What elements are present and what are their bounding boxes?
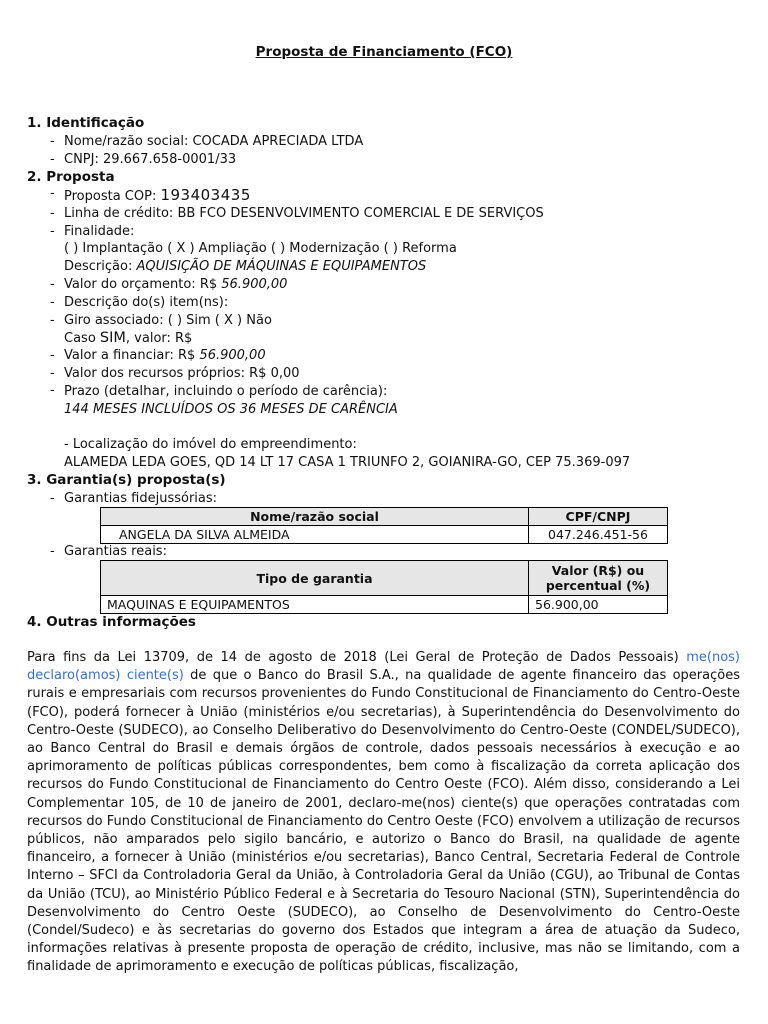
descricao-label: Descrição: xyxy=(64,259,137,274)
section-1-heading: 1. Identificação xyxy=(27,115,145,131)
localizacao-value: ALAMEDA LEDA GOES, QD 14 LT 17 CASA 1 TRIUNFO 2, GOIANIRA-GO, CEP 75.369-097 xyxy=(64,455,631,470)
localizacao-label: - Localização do imóvel do empreendimento: xyxy=(64,437,357,452)
prazo-pre: Prazo ( xyxy=(64,384,109,399)
section-4-heading: 4. Outras informações xyxy=(27,614,196,630)
table-header: Valor (R$) ou percentual (%) xyxy=(529,561,668,596)
table-header-row xyxy=(101,508,668,526)
cnpj-text: CNPJ: 29.667.658-0001/33 xyxy=(64,152,237,167)
caso-sim-line xyxy=(64,330,192,346)
prazo-value: 144 MESES INCLUÍDOS OS 36 MESES DE CARÊNCIA xyxy=(64,402,398,417)
nome-text: Nome/razão social: COCADA APRECIADA LTDA xyxy=(64,134,364,149)
itens-text: Descrição do(s) item(ns): xyxy=(64,295,229,310)
orcamento-value: 56.900,00 xyxy=(221,277,288,292)
reais-text: Garantias reais: xyxy=(64,544,167,559)
reais-table xyxy=(100,560,668,614)
orcamento-label: Valor do orçamento: R$ xyxy=(64,277,222,292)
table-row xyxy=(101,596,668,614)
proprios-text: Valor dos recursos próprios: R$ 0,00 xyxy=(64,366,300,381)
table-header-row xyxy=(101,561,668,596)
table-cell: 56.900,00 xyxy=(529,596,668,614)
prazo-post: , incluindo o período de carência): xyxy=(165,384,388,399)
fidejussorias-text: Garantias fidejussórias: xyxy=(64,491,218,506)
descricao-value: AQUISIÇÃO DE MÁQUINAS E EQUIPAMENTOS xyxy=(136,259,427,274)
cop-value: 193403435 xyxy=(160,186,251,204)
financiar-label: Valor a financiar: R$ xyxy=(64,348,200,363)
financiar-value: 56.900,00 xyxy=(199,348,266,363)
document-title: Proposta de Financiamento (FCO) xyxy=(255,44,513,60)
lgpd-paragraph xyxy=(27,649,740,977)
table-row xyxy=(101,526,668,544)
paragraph-highlight: me(nos) declaro(amos) ciente(s) xyxy=(27,650,740,684)
table-cell: 047.246.451-56 xyxy=(529,526,668,544)
document-page: Proposta de Financiamento (FCO) 1. Identificação - Nome/razão social: COCADA APRECIADA LTDA - CNPJ: 29.667.658-0001/33 2. Proposta - Proposta COP: 193403435 - Linha de crédito: BB FCO DESENVOLVIMENTO COMERCIAL E DE SERVIÇOS - Finalidade: ( ) Implantação ( X ) Ampliação ( ) Modernização ( ) Reforma Descrição: AQUISIÇÃO DE MÁQUINAS E EQUIPAMENTOS - Valor do orçamento: R$ 56.900,00 - Descrição do(s) item(ns): - Giro associado: ( ) Sim ( X ) Não Caso SIM, valor: R$ - Valor a financiar: R$ 56.900,00 - Valor dos recursos próprios: R$ 0,00 - Prazo (detalhar, incluindo o período de carência): 144 MESES INCLUÍDOS OS 36 MESES DE CARÊNCIA - Localização do imóvel do empreendimento: ALAMEDA LEDA GOES, QD 14 LT 17 CASA 1 TRIUNFO 2, GOIANIRA-GO, CEP 75.369-097 3. Garantia(s) proposta(s) - Garantias fidejussórias: Nome/razão social CPF/CNPJ ANGELA DA SILVA ALMEIDA 047.246.451-56 - Garantias reais: Tipo de garantia Valor (R$) ou percentual (%) MAQUINAS E EQUIPAMENTOS 56.900,00 4. Outras informações Para fins da Lei 13709, de 14 de agosto de 2018 (Lei Geral de Proteção de Dados Pessoais) me(nos) declaro(amos) ciente(s) de que o Banco do Brasil S.A., na qualidade de agente financeiro das operações rurais e empresariais com recursos provenientes do Fundo Constitucional de Financiamento do Centro-Oeste (FCO), poderá fornecer à União (ministérios e/ou secretarias), à Superintendência do Desenvolvimento do Centro-Oeste (SUDECO), ao Conselho Deliberativo do Desenvolvimento do Centro-Oeste (CONDEL/SUDECO), ao Banco Central do Brasil e demais órgãos de controle, dados pessoais necessários à execução e ao aprimoramento de políticas públicas correspondentes, bem como à fiscalização da correta aplicação dos recursos do Fundo Constitucional de Financiamento do Centro Oeste (FCO). Além disso, considerando a Lei Complementar 105, de 10 de janeiro de 2001, declaro-me(nos) ciente(s) que operações contratadas com recursos do Fundo Constitucional de Financiamento do Centro Oeste (FCO) envolvem a utilização de recursos públicos, não amparados pelo sigilo bancário, e autorizo o Banco do Brasil, na qualidade de agente financeiro, a fornecer à União (ministérios e/ou secretarias), Banco Central, Secretaria Federal de Controle Interno – SFCI da Controladoria Geral da União, à Controladoria Geral da União (CGU), ao Tribunal de Contas da União (TCU), ao Ministério Público Federal e à Secretaria do Tesouro Nacional (STN), Superintendência do Desenvolvimento do Centro Oeste (SUDECO), ao Conselho de Desenvolvimento do Centro-Oeste (Condel/Sudeco) e às secretarias do governo dos Estados que integram a área de atuação da Sudeco, informações relativas à presente proposta de operação de crédito, inclusive, mas não se limitando, com a finalidade de aprimoramento e execução de políticas públicas, fiscalização, xyxy=(0,0,768,1024)
linha-text: Linha de crédito: BB FCO DESENVOLVIMENTO COMERCIAL E DE SERVIÇOS xyxy=(64,206,544,221)
paragraph-start: Para fins da Lei 13709, de 14 de agosto de 2018 (Lei Geral de Proteção de Dados Pessoais) xyxy=(27,650,687,665)
prazo-bold: detalhar xyxy=(108,383,166,399)
finalidade-options: ( ) Implantação ( X ) Ampliação ( ) Modernização ( ) Reforma xyxy=(64,241,457,256)
caso-sim: SIM xyxy=(99,330,126,346)
fidejussorias-table xyxy=(100,507,668,544)
table-header: Nome/razão social xyxy=(101,508,529,526)
section-3-heading: 3. Garantia(s) proposta(s) xyxy=(27,472,226,488)
descricao-line xyxy=(64,259,426,274)
finalidade-text: Finalidade: xyxy=(64,224,135,239)
table-header: CPF/CNPJ xyxy=(529,508,668,526)
table-cell: ANGELA DA SILVA ALMEIDA xyxy=(101,526,529,544)
caso-pre: Caso xyxy=(64,331,100,346)
table-header: Tipo de garantia xyxy=(101,561,529,596)
section-2-heading: 2. Proposta xyxy=(27,169,115,185)
caso-post: , valor: R$ xyxy=(125,331,193,346)
table-cell: MAQUINAS E EQUIPAMENTOS xyxy=(101,596,529,614)
cop-label: Proposta COP: xyxy=(64,189,161,204)
paragraph-rest: de que o Banco do Brasil S.A., na qualidade de agente financeiro das operações rurais e empresariais com recursos provenientes do Fundo Constitucional de Financiamento do Centro-Oeste (FCO), poderá fornecer à União (ministérios e/ou secretarias), à Superintendência do Desenvolvimento do Centro-Oeste (SUDECO), ao Conselho Deliberativo do Desenvolvimento do Centro-Oeste (CONDEL/SUDECO), ao Banco Central do Brasil e demais órgãos de controle, dados pessoais necessários à execução e ao aprimoramento de políticas públicas correspondentes, bem como à fiscalização da correta aplicação dos recursos do Fundo Constitucional de Financiamento do Centro Oeste (FCO). Além disso, considerando a Lei Complementar 105, de 10 de janeiro de 2001, declaro-me(nos) ciente(s) que operações contratadas com recursos do Fundo Constitucional de Financiamento do Centro Oeste (FCO) envolvem a utilização de recursos públicos, não amparados pelo sigilo bancário, e autorizo o Banco do Brasil, na qualidade de agente financeiro, a fornecer à União (ministérios e/ou secretarias), Banco Central, Secretaria Federal de Controle Interno – SFCI da Controladoria Geral da União, à Controladoria Geral da União (CGU), ao Tribunal de Contas da União (TCU), ao Ministério Público Federal e à Secretaria do Tesouro Nacional (STN), Superintendência do Desenvolvimento do Centro Oeste (SUDECO), ao Conselho de Desenvolvimento do Centro-Oeste (Condel/Sudeco) e às secretarias do governo dos Estados que integram a área de atuação da Sudeco, informações relativas à presente proposta de operação de crédito, inclusive, mas não se limitando, com a finalidade de aprimoramento e execução de políticas públicas, fiscalização, xyxy=(27,668,740,975)
giro-text: Giro associado: ( ) Sim ( X ) Não xyxy=(64,313,272,328)
